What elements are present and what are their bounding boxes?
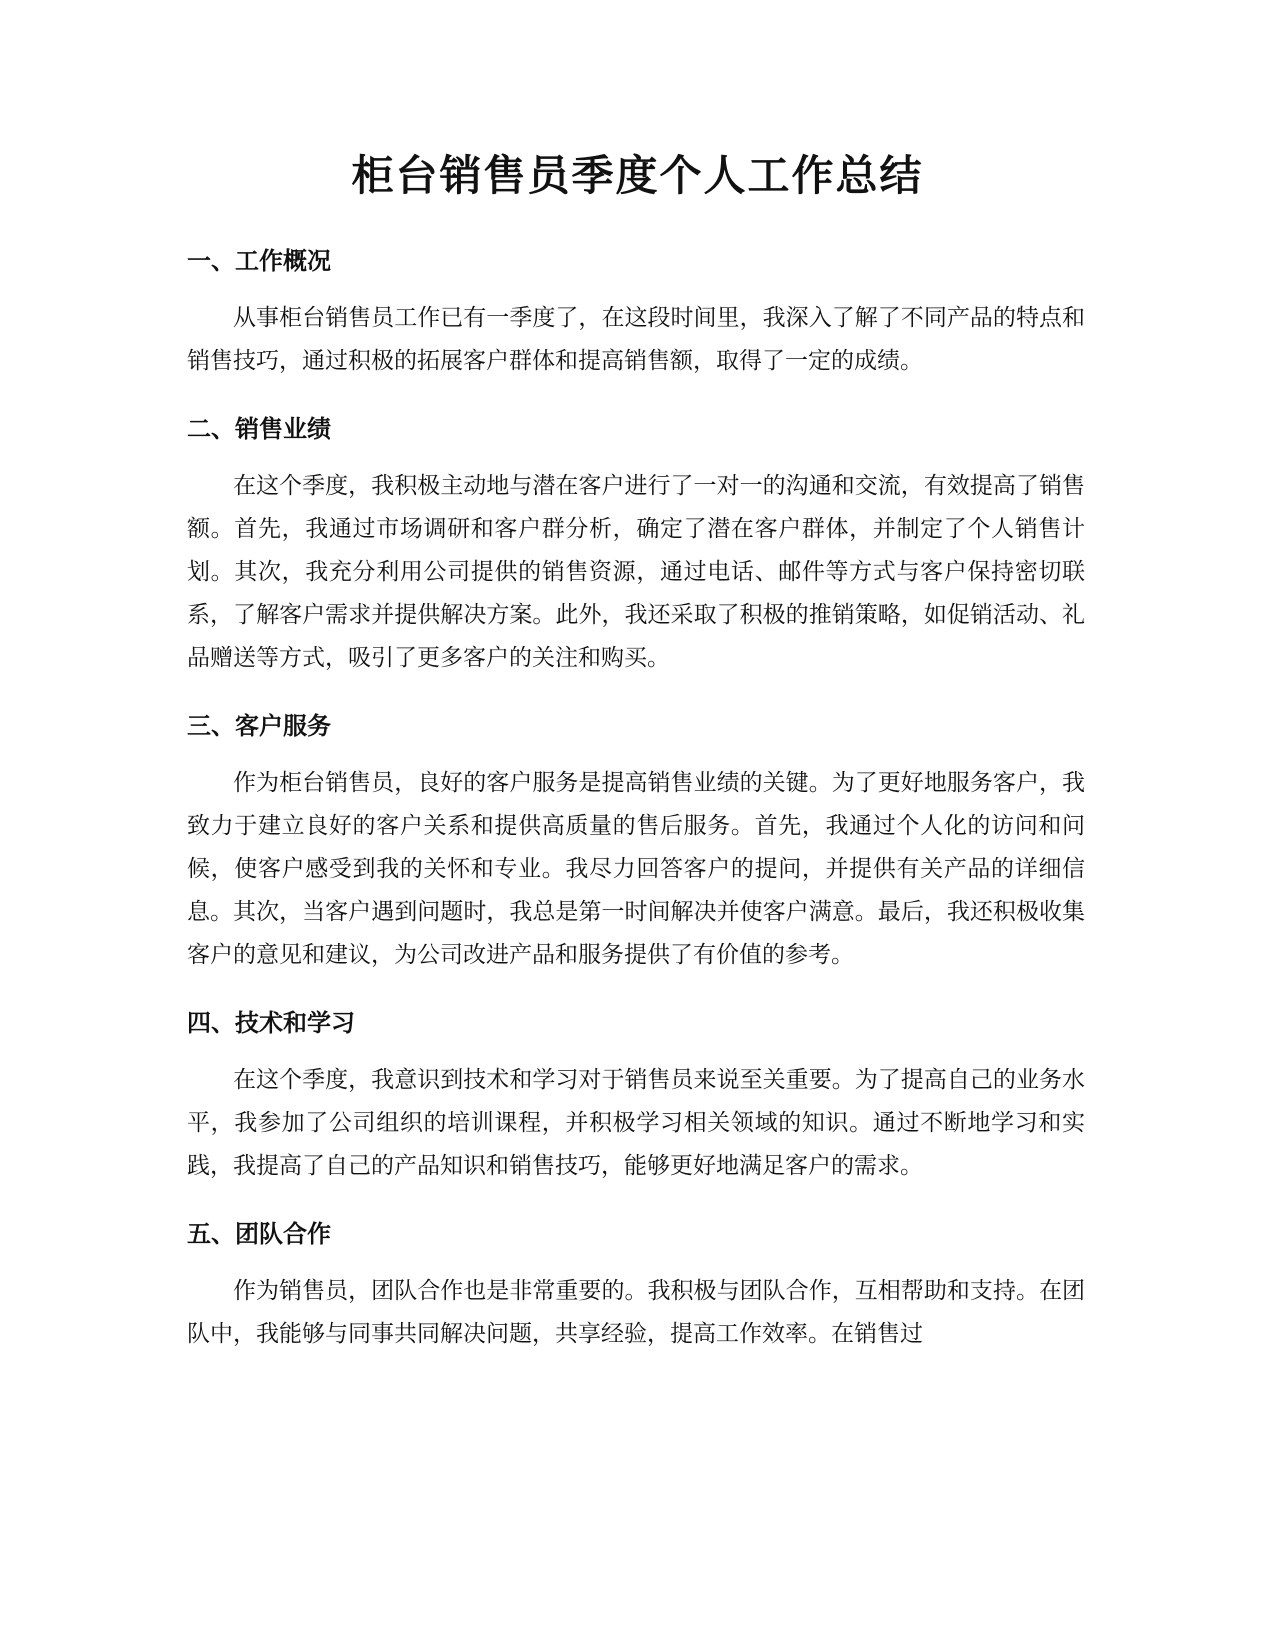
section-heading-work-overview: 一、工作概况 bbox=[187, 247, 331, 275]
section-body-teamwork: 作为销售员，团队合作也是非常重要的。我积极与团队合作，互相帮助和支持。在团队中，我能够与同事共同解决问题，共享经验，提高工作效率。在销售过 bbox=[187, 1278, 1085, 1347]
section-heading-sales-performance: 二、销售业绩 bbox=[187, 415, 331, 443]
document-title: 柜台销售员季度个人工作总结 bbox=[351, 151, 924, 200]
section-body-customer-service: 作为柜台销售员，良好的客户服务是提高销售业绩的关键。为了更好地服务客户，我致力于建立良好的客户关系和提供高质量的售后服务。首先，我通过个人化的访问和问候，使客户感受到我的关怀和专业。我尽力回答客户的提问，并提供有关产品的详细信息。其次，当客户遇到问题时，我总是第一时间解决并使客户满意。最后，我还积极收集客户的意见和建议，为公司改进产品和服务提供了有价值的参考。 bbox=[187, 770, 1085, 968]
section-heading-teamwork: 五、团队合作 bbox=[187, 1220, 331, 1248]
section-body-sales-performance: 在这个季度，我积极主动地与潜在客户进行了一对一的沟通和交流，有效提高了销售额。首先，我通过市场调研和客户群分析，确定了潜在客户群体，并制定了个人销售计划。其次，我充分利用公司提供的销售资源，通过电话、邮件等方式与客户保持密切联系，了解客户需求并提供解决方案。此外，我还采取了积极的推销策略，如促销活动、礼品赠送等方式，吸引了更多客户的关注和购买。 bbox=[187, 473, 1085, 671]
section-body-work-overview: 从事柜台销售员工作已有一季度了，在这段时间里，我深入了解了不同产品的特点和销售技巧，通过积极的拓展客户群体和提高销售额，取得了一定的成绩。 bbox=[187, 305, 1085, 374]
document-content bbox=[187, 244, 1085, 1356]
section-heading-customer-service: 三、客户服务 bbox=[187, 712, 331, 740]
section-heading-skills-and-learning: 四、技术和学习 bbox=[187, 1009, 355, 1037]
section-body-skills-and-learning: 在这个季度，我意识到技术和学习对于销售员来说至关重要。为了提高自己的业务水平，我参加了公司组织的培训课程，并积极学习相关领域的知识。通过不断地学习和实践，我提高了自己的产品知识和销售技巧，能够更好地满足客户的需求。 bbox=[187, 1067, 1085, 1179]
